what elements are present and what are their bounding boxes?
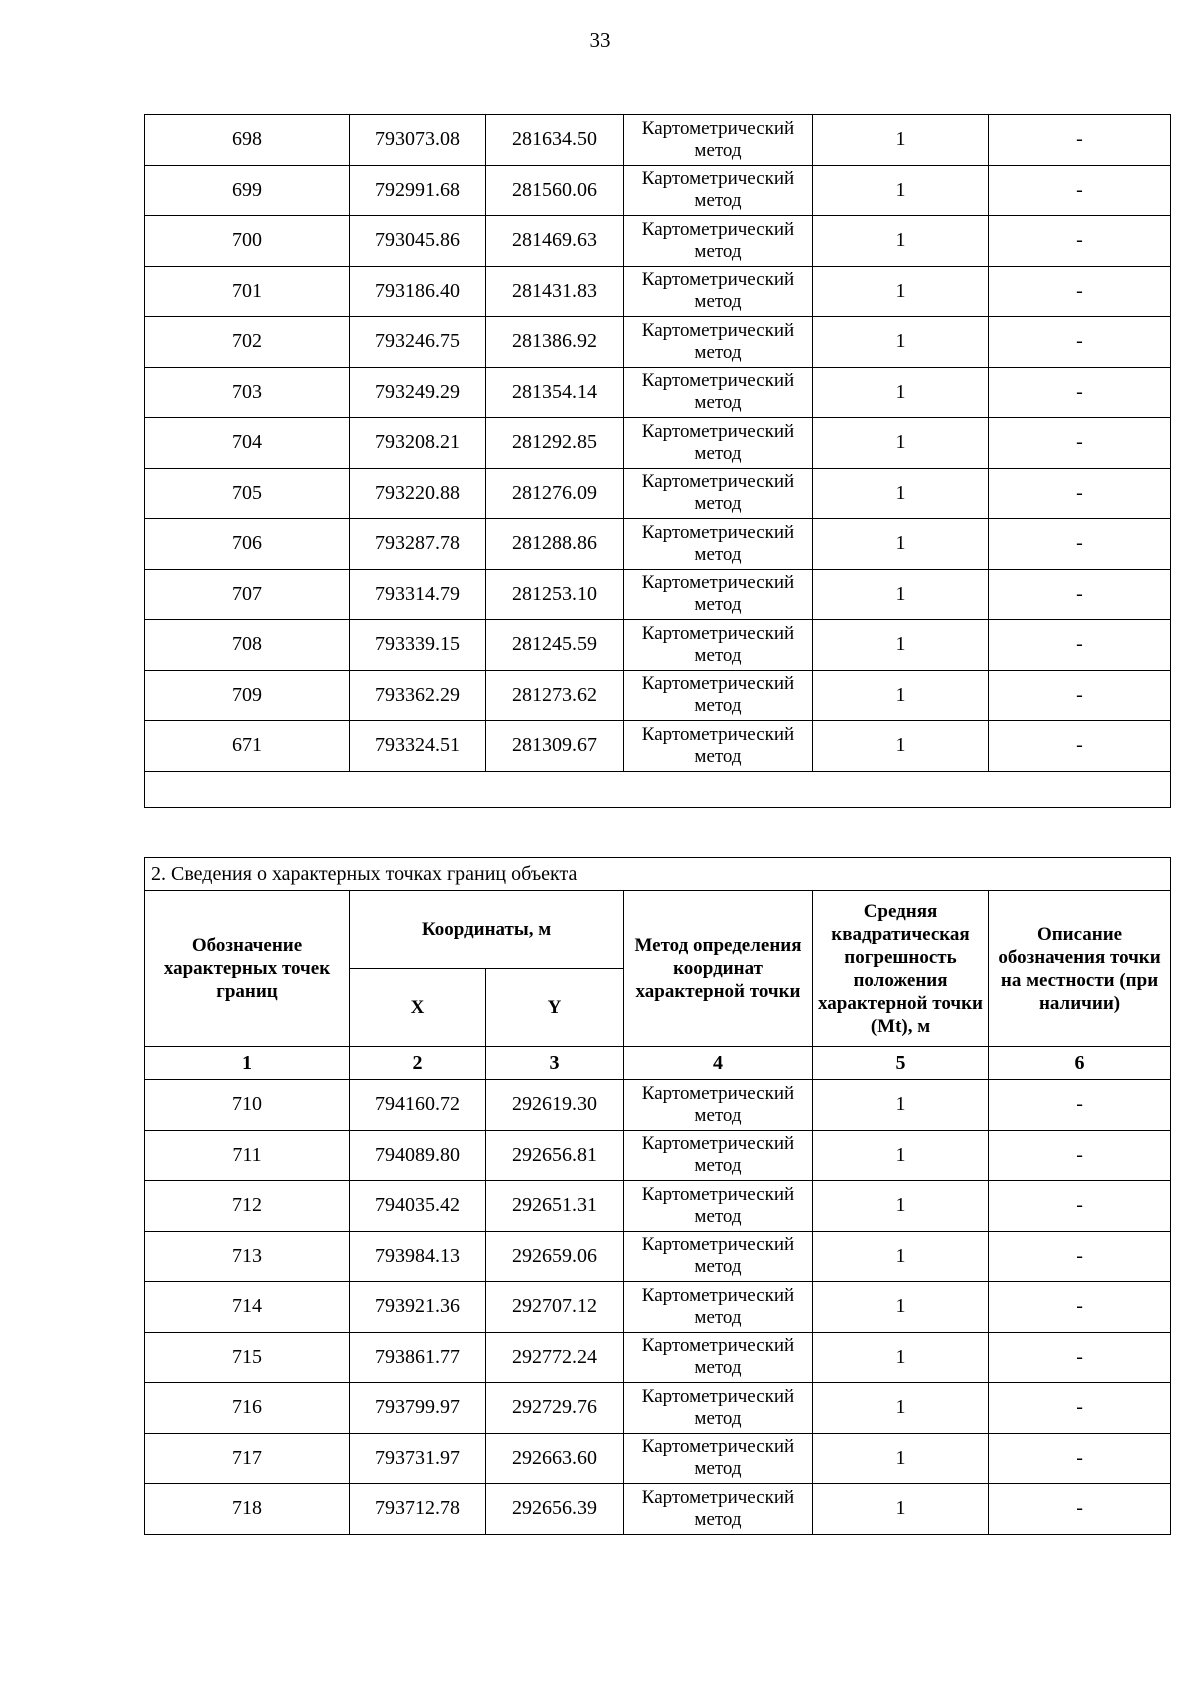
method-line-2: метод (694, 291, 742, 313)
y-coordinate-cell: 281469.63 (486, 216, 624, 267)
point-cell: 702 (145, 317, 350, 368)
y-coordinate-cell: 281253.10 (486, 569, 624, 620)
x-coordinate-cell: 793287.78 (350, 519, 486, 570)
x-coordinate-cell: 793220.88 (350, 468, 486, 519)
error-cell: 1 (813, 266, 989, 317)
method-line-1: Картометрический (641, 622, 795, 644)
description-cell: - (989, 266, 1171, 317)
method-cell (624, 1383, 813, 1434)
method-line-1: Картометрический (641, 723, 795, 745)
method-line-2: метод (694, 1306, 742, 1328)
x-coordinate-cell: 793186.40 (350, 266, 486, 317)
description-cell: - (989, 1181, 1171, 1232)
header-method: Метод определения координат характерной точки (624, 891, 813, 1047)
description-cell: - (989, 569, 1171, 620)
method-cell (624, 1332, 813, 1383)
header-y: Y (486, 969, 624, 1047)
description-cell: - (989, 670, 1171, 721)
description-cell: - (989, 1433, 1171, 1484)
method-line-2: метод (694, 745, 742, 767)
y-coordinate-cell: 292729.76 (486, 1383, 624, 1434)
y-coordinate-cell: 281386.92 (486, 317, 624, 368)
y-coordinate-cell: 281431.83 (486, 266, 624, 317)
y-coordinate-cell: 292659.06 (486, 1231, 624, 1282)
error-cell: 1 (813, 1484, 989, 1535)
point-cell: 701 (145, 266, 350, 317)
y-coordinate-cell: 292656.39 (486, 1484, 624, 1535)
table-row (145, 367, 1171, 418)
method-line-1: Картометрический (641, 1385, 795, 1407)
table-row (145, 1433, 1171, 1484)
description-cell: - (989, 317, 1171, 368)
table-row (145, 216, 1171, 267)
table-row (145, 1484, 1171, 1535)
error-cell: 1 (813, 367, 989, 418)
table-row (145, 317, 1171, 368)
header-row (145, 891, 1171, 969)
point-cell: 671 (145, 721, 350, 772)
method-cell (624, 519, 813, 570)
coordinates-table-continued (144, 114, 1171, 808)
description-cell: - (989, 1080, 1171, 1131)
empty-row (145, 771, 1171, 807)
table-row (145, 115, 1171, 166)
description-cell: - (989, 216, 1171, 267)
table-row (145, 1231, 1171, 1282)
error-cell: 1 (813, 418, 989, 469)
x-coordinate-cell: 793984.13 (350, 1231, 486, 1282)
table-row (145, 468, 1171, 519)
x-coordinate-cell: 794089.80 (350, 1130, 486, 1181)
point-cell: 700 (145, 216, 350, 267)
x-coordinate-cell: 793362.29 (350, 670, 486, 721)
x-coordinate-cell: 793208.21 (350, 418, 486, 469)
method-cell (624, 569, 813, 620)
method-line-1: Картометрический (641, 1335, 795, 1357)
column-number: 5 (813, 1047, 989, 1080)
error-cell: 1 (813, 468, 989, 519)
method-line-1: Картометрический (641, 673, 795, 695)
column-number: 6 (989, 1047, 1171, 1080)
y-coordinate-cell: 292651.31 (486, 1181, 624, 1232)
method-cell (624, 317, 813, 368)
table-row (145, 1282, 1171, 1333)
description-cell: - (989, 468, 1171, 519)
method-line-1: Картометрический (641, 1436, 795, 1458)
error-cell: 1 (813, 1231, 989, 1282)
empty-cell (145, 771, 1171, 807)
point-cell: 705 (145, 468, 350, 519)
header-coordinates: Координаты, м (350, 891, 624, 969)
method-line-1: Картометрический (641, 218, 795, 240)
table-row (145, 1080, 1171, 1131)
x-coordinate-cell: 793339.15 (350, 620, 486, 671)
description-cell: - (989, 1130, 1171, 1181)
point-cell: 703 (145, 367, 350, 418)
description-cell: - (989, 418, 1171, 469)
y-coordinate-cell: 281273.62 (486, 670, 624, 721)
description-cell: - (989, 519, 1171, 570)
error-cell: 1 (813, 670, 989, 721)
y-coordinate-cell: 292707.12 (486, 1282, 624, 1333)
method-line-2: метод (694, 392, 742, 414)
table-row (145, 418, 1171, 469)
x-coordinate-cell: 794160.72 (350, 1080, 486, 1131)
point-cell: 711 (145, 1130, 350, 1181)
method-line-2: метод (694, 139, 742, 161)
method-line-1: Картометрический (641, 1234, 795, 1256)
header-point-designation: Обозначение характерных точек границ (145, 891, 350, 1047)
table-row (145, 670, 1171, 721)
method-cell (624, 468, 813, 519)
method-cell (624, 1080, 813, 1131)
column-number: 1 (145, 1047, 350, 1080)
point-cell: 704 (145, 418, 350, 469)
method-cell (624, 115, 813, 166)
y-coordinate-cell: 292772.24 (486, 1332, 624, 1383)
x-coordinate-cell: 793921.36 (350, 1282, 486, 1333)
method-line-1: Картометрический (641, 1486, 795, 1508)
description-cell: - (989, 1231, 1171, 1282)
y-coordinate-cell: 281560.06 (486, 165, 624, 216)
method-line-2: метод (694, 1458, 742, 1480)
method-line-1: Картометрический (641, 168, 795, 190)
method-cell (624, 1231, 813, 1282)
header-error: Средняя квадратическая погрешность положения характерной точки (Mt), м (813, 891, 989, 1047)
x-coordinate-cell: 793249.29 (350, 367, 486, 418)
point-cell: 699 (145, 165, 350, 216)
boundary-points-table (144, 857, 1171, 1535)
y-coordinate-cell: 281276.09 (486, 468, 624, 519)
table-row (145, 1181, 1171, 1232)
boundary-points-table-body (145, 1080, 1171, 1535)
table-row (145, 266, 1171, 317)
y-coordinate-cell: 281288.86 (486, 519, 624, 570)
method-line-2: метод (694, 695, 742, 717)
method-line-1: Картометрический (641, 572, 795, 594)
x-coordinate-cell: 793314.79 (350, 569, 486, 620)
method-line-2: метод (694, 1508, 742, 1530)
x-coordinate-cell: 793073.08 (350, 115, 486, 166)
method-line-2: метод (694, 240, 742, 262)
method-line-2: метод (694, 594, 742, 616)
error-cell: 1 (813, 165, 989, 216)
point-cell: 707 (145, 569, 350, 620)
point-cell: 715 (145, 1332, 350, 1383)
method-line-2: метод (694, 1104, 742, 1126)
column-numbers-row (145, 1047, 1171, 1080)
description-cell: - (989, 115, 1171, 166)
error-cell: 1 (813, 1433, 989, 1484)
method-line-2: метод (694, 543, 742, 565)
point-cell: 714 (145, 1282, 350, 1333)
method-line-2: метод (694, 442, 742, 464)
x-coordinate-cell: 793731.97 (350, 1433, 486, 1484)
x-coordinate-cell: 793324.51 (350, 721, 486, 772)
table-row (145, 569, 1171, 620)
method-cell (624, 670, 813, 721)
column-number: 4 (624, 1047, 813, 1080)
y-coordinate-cell: 292663.60 (486, 1433, 624, 1484)
error-cell: 1 (813, 620, 989, 671)
method-cell (624, 1433, 813, 1484)
method-line-1: Картометрический (641, 1284, 795, 1306)
error-cell: 1 (813, 519, 989, 570)
method-line-1: Картометрический (641, 471, 795, 493)
point-cell: 709 (145, 670, 350, 721)
method-line-2: метод (694, 190, 742, 212)
method-line-1: Картометрический (641, 1133, 795, 1155)
method-line-2: метод (694, 341, 742, 363)
method-cell (624, 418, 813, 469)
table-row (145, 519, 1171, 570)
method-line-2: метод (694, 1205, 742, 1227)
table-row (145, 1383, 1171, 1434)
header-x: X (350, 969, 486, 1047)
method-line-1: Картометрический (641, 1183, 795, 1205)
method-line-2: метод (694, 493, 742, 515)
x-coordinate-cell: 794035.42 (350, 1181, 486, 1232)
error-cell: 1 (813, 1383, 989, 1434)
point-cell: 708 (145, 620, 350, 671)
x-coordinate-cell: 793712.78 (350, 1484, 486, 1535)
y-coordinate-cell: 281634.50 (486, 115, 624, 166)
x-coordinate-cell: 793861.77 (350, 1332, 486, 1383)
method-cell (624, 1484, 813, 1535)
point-cell: 712 (145, 1181, 350, 1232)
error-cell: 1 (813, 1080, 989, 1131)
description-cell: - (989, 620, 1171, 671)
description-cell: - (989, 165, 1171, 216)
table-row (145, 620, 1171, 671)
column-number: 2 (350, 1047, 486, 1080)
table-row (145, 721, 1171, 772)
method-line-1: Картометрический (641, 319, 795, 341)
point-cell: 706 (145, 519, 350, 570)
y-coordinate-cell: 292619.30 (486, 1080, 624, 1131)
method-line-1: Картометрический (641, 1082, 795, 1104)
page-number: 33 (589, 28, 611, 52)
y-coordinate-cell: 292656.81 (486, 1130, 624, 1181)
y-coordinate-cell: 281292.85 (486, 418, 624, 469)
method-cell (624, 721, 813, 772)
method-line-2: метод (694, 644, 742, 666)
method-cell (624, 1181, 813, 1232)
description-cell: - (989, 367, 1171, 418)
method-line-1: Картометрический (641, 117, 795, 139)
description-cell: - (989, 1282, 1171, 1333)
method-line-2: метод (694, 1357, 742, 1379)
table-row (145, 165, 1171, 216)
point-cell: 698 (145, 115, 350, 166)
method-cell (624, 1130, 813, 1181)
description-cell: - (989, 1332, 1171, 1383)
method-line-2: метод (694, 1256, 742, 1278)
method-cell (624, 367, 813, 418)
point-cell: 717 (145, 1433, 350, 1484)
y-coordinate-cell: 281309.67 (486, 721, 624, 772)
table-row (145, 1332, 1171, 1383)
x-coordinate-cell: 793045.86 (350, 216, 486, 267)
point-cell: 713 (145, 1231, 350, 1282)
method-line-1: Картометрический (641, 269, 795, 291)
method-line-2: метод (694, 1407, 742, 1429)
point-cell: 718 (145, 1484, 350, 1535)
section-title: 2. Сведения о характерных точках границ объекта (145, 858, 1171, 891)
coordinates-table-continued-body (145, 115, 1171, 772)
header-description: Описание обозначения точки на местности (при наличии) (989, 891, 1171, 1047)
method-cell (624, 1282, 813, 1333)
method-cell (624, 216, 813, 267)
error-cell: 1 (813, 216, 989, 267)
x-coordinate-cell: 792991.68 (350, 165, 486, 216)
method-line-1: Картометрический (641, 370, 795, 392)
error-cell: 1 (813, 569, 989, 620)
error-cell: 1 (813, 1282, 989, 1333)
method-cell (624, 620, 813, 671)
error-cell: 1 (813, 1130, 989, 1181)
point-cell: 716 (145, 1383, 350, 1434)
method-line-1: Картометрический (641, 420, 795, 442)
x-coordinate-cell: 793246.75 (350, 317, 486, 368)
error-cell: 1 (813, 1332, 989, 1383)
method-line-2: метод (694, 1155, 742, 1177)
method-cell (624, 165, 813, 216)
description-cell: - (989, 721, 1171, 772)
method-cell (624, 266, 813, 317)
x-coordinate-cell: 793799.97 (350, 1383, 486, 1434)
y-coordinate-cell: 281354.14 (486, 367, 624, 418)
error-cell: 1 (813, 115, 989, 166)
method-line-1: Картометрический (641, 521, 795, 543)
y-coordinate-cell: 281245.59 (486, 620, 624, 671)
error-cell: 1 (813, 721, 989, 772)
table-row (145, 1130, 1171, 1181)
section-title-row (145, 858, 1171, 891)
column-number: 3 (486, 1047, 624, 1080)
error-cell: 1 (813, 317, 989, 368)
description-cell: - (989, 1484, 1171, 1535)
description-cell: - (989, 1383, 1171, 1434)
error-cell: 1 (813, 1181, 989, 1232)
point-cell: 710 (145, 1080, 350, 1131)
